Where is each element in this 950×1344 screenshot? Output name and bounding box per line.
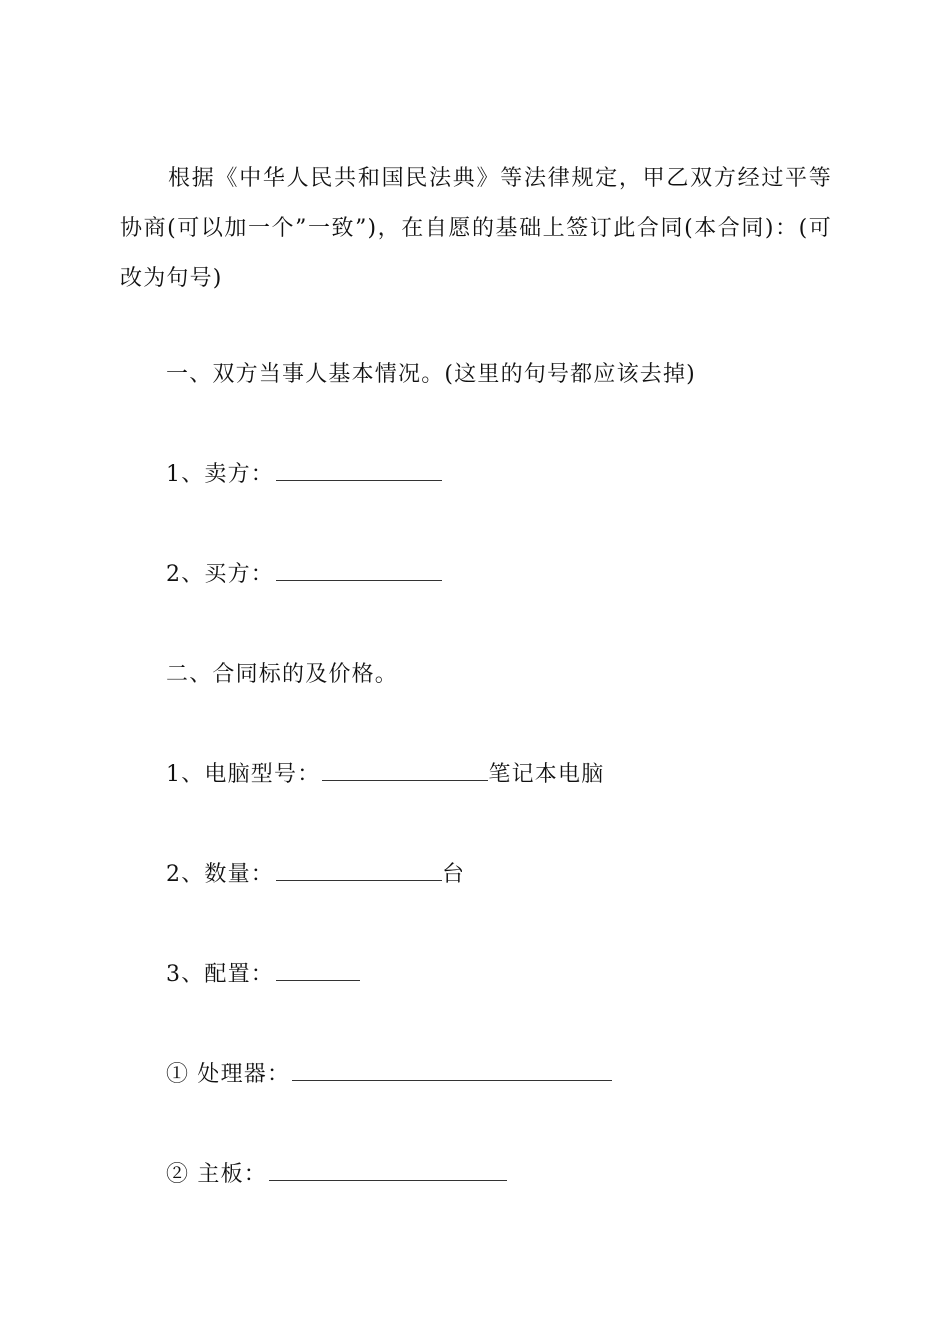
- buyer-line: [166, 560, 442, 590]
- seller-line: [166, 460, 442, 490]
- config-label: 3、配置：: [166, 962, 274, 987]
- config-blank[interactable]: [276, 960, 360, 981]
- section-1-heading: 一、双方当事人基本情况。(这里的句号都应该去掉): [166, 362, 696, 387]
- seller-label: 1、卖方：: [166, 462, 274, 487]
- intro-paragraph: 根据《中华人民共和国民法典》等法律规定，甲乙双方经过平等协商(可以加一个”一致”)，在自愿的基础上签订此合同(本合同)：(可改为句号): [120, 166, 832, 291]
- quantity-blank[interactable]: [276, 860, 442, 881]
- cpu-line: [166, 1060, 612, 1090]
- cpu-label: ① 处理器：: [166, 1062, 291, 1087]
- board-blank[interactable]: [269, 1160, 507, 1181]
- model-blank[interactable]: [322, 760, 488, 781]
- quantity-label: 2、数量：: [166, 862, 274, 887]
- seller-blank[interactable]: [276, 460, 442, 481]
- model-suffix: 笔记本电脑: [488, 762, 605, 787]
- buyer-label: 2、买方：: [166, 562, 274, 587]
- config-line: [166, 960, 360, 990]
- board-label: ② 主板：: [166, 1162, 267, 1187]
- board-line: [166, 1160, 507, 1190]
- section-2-heading: 二、合同标的及价格。: [166, 662, 399, 687]
- buyer-blank[interactable]: [276, 560, 442, 581]
- quantity-line: [166, 860, 465, 890]
- model-label: 1、电脑型号：: [166, 762, 321, 787]
- cpu-blank[interactable]: [292, 1060, 612, 1081]
- quantity-suffix: 台: [442, 862, 466, 887]
- model-line: [166, 760, 604, 790]
